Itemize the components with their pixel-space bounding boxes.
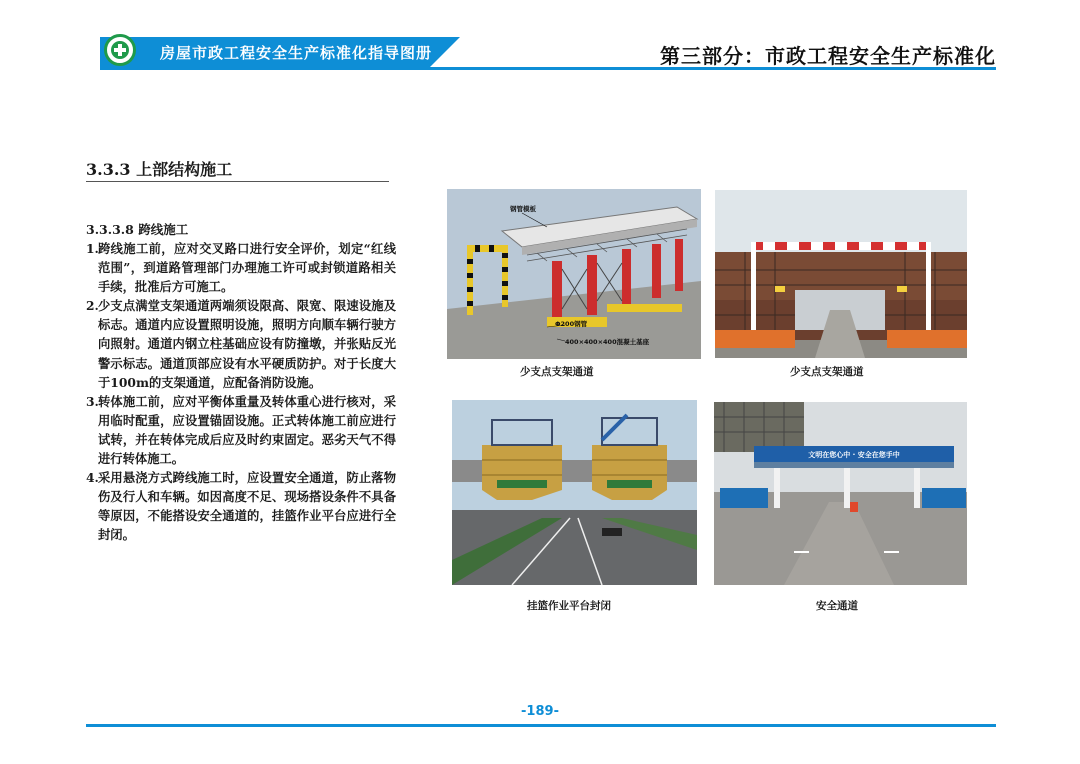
list-item bbox=[86, 468, 396, 544]
item-number: 1. bbox=[86, 241, 99, 256]
figure-caption: 少支点支架通道 bbox=[520, 366, 594, 378]
item-text: 少支点满堂支架通道两端须设限高、限宽、限速设施及标志。通道内应设置照明设施，照明方向顺车辆行驶方向照射。通道内钢立柱基础应设有防撞墩，并张贴反光警示标志。通道顶部应设有水平硬质防护。对于长度大于100m的支架通道，应配备消防设施。 bbox=[98, 298, 396, 390]
header-banner-tip bbox=[430, 37, 460, 67]
subsection-title: 3.3.3.8 跨线施工 bbox=[86, 222, 189, 237]
item-text: 采用悬浇方式跨线施工时，应设置安全通道，防止落物伤及行人和车辆。如因高度不足、现场搭设条件不具备等原因，不能搭设安全通道的，挂篮作业平台应进行全封闭。 bbox=[98, 470, 396, 543]
item-text: 转体施工前，应对平衡体重量及转体重心进行核对，采用临时配重，应设置锚固设施。正式转体施工前应进行试转，并在转体完成后应及时约束固定。恶劣天气不得进行转体施工。 bbox=[98, 393, 396, 467]
footer-rule bbox=[86, 724, 996, 727]
item-number: 2. bbox=[86, 298, 99, 314]
section-content bbox=[86, 220, 396, 545]
page-header bbox=[0, 0, 1080, 80]
figure-caption: 安全通道 bbox=[816, 600, 858, 612]
figure-support-channel-render bbox=[447, 189, 701, 359]
page-number: -189- bbox=[521, 704, 559, 719]
callout-label: 钢管模板 bbox=[510, 205, 536, 213]
list-item bbox=[86, 239, 396, 296]
item-number: 4. bbox=[86, 470, 99, 486]
callout-label: Φ200钢管 bbox=[555, 320, 588, 328]
part-title: 第三部分：市政工程安全生产标准化 bbox=[660, 44, 996, 68]
figure-support-channel-photo bbox=[715, 190, 967, 358]
figure-safety-passage-photo bbox=[714, 402, 967, 585]
book-title: 房屋市政工程安全生产标准化指导图册 bbox=[160, 44, 433, 62]
figure-caption: 少支点支架通道 bbox=[790, 366, 864, 378]
item-number: 3. bbox=[86, 393, 99, 409]
safety-cross-logo-icon bbox=[104, 34, 136, 66]
figure-hanging-basket-photo bbox=[452, 400, 697, 585]
list-item bbox=[86, 296, 396, 391]
passage-sign-text: 文明在您心中 · 安全在您手中 bbox=[808, 451, 900, 459]
section-rule bbox=[86, 181, 389, 182]
section-title: 3.3.3 上部结构施工 bbox=[86, 160, 233, 179]
figure-caption: 挂篮作业平台封闭 bbox=[527, 600, 611, 612]
list-item bbox=[86, 392, 396, 468]
item-text: 跨线施工前，应对交叉路口进行安全评价，划定“红线范围”，到道路管理部门办理施工许可或封锁道路相关手续，批准后方可施工。 bbox=[98, 241, 396, 295]
callout-label: 400×400×400混凝土基座 bbox=[565, 338, 650, 346]
